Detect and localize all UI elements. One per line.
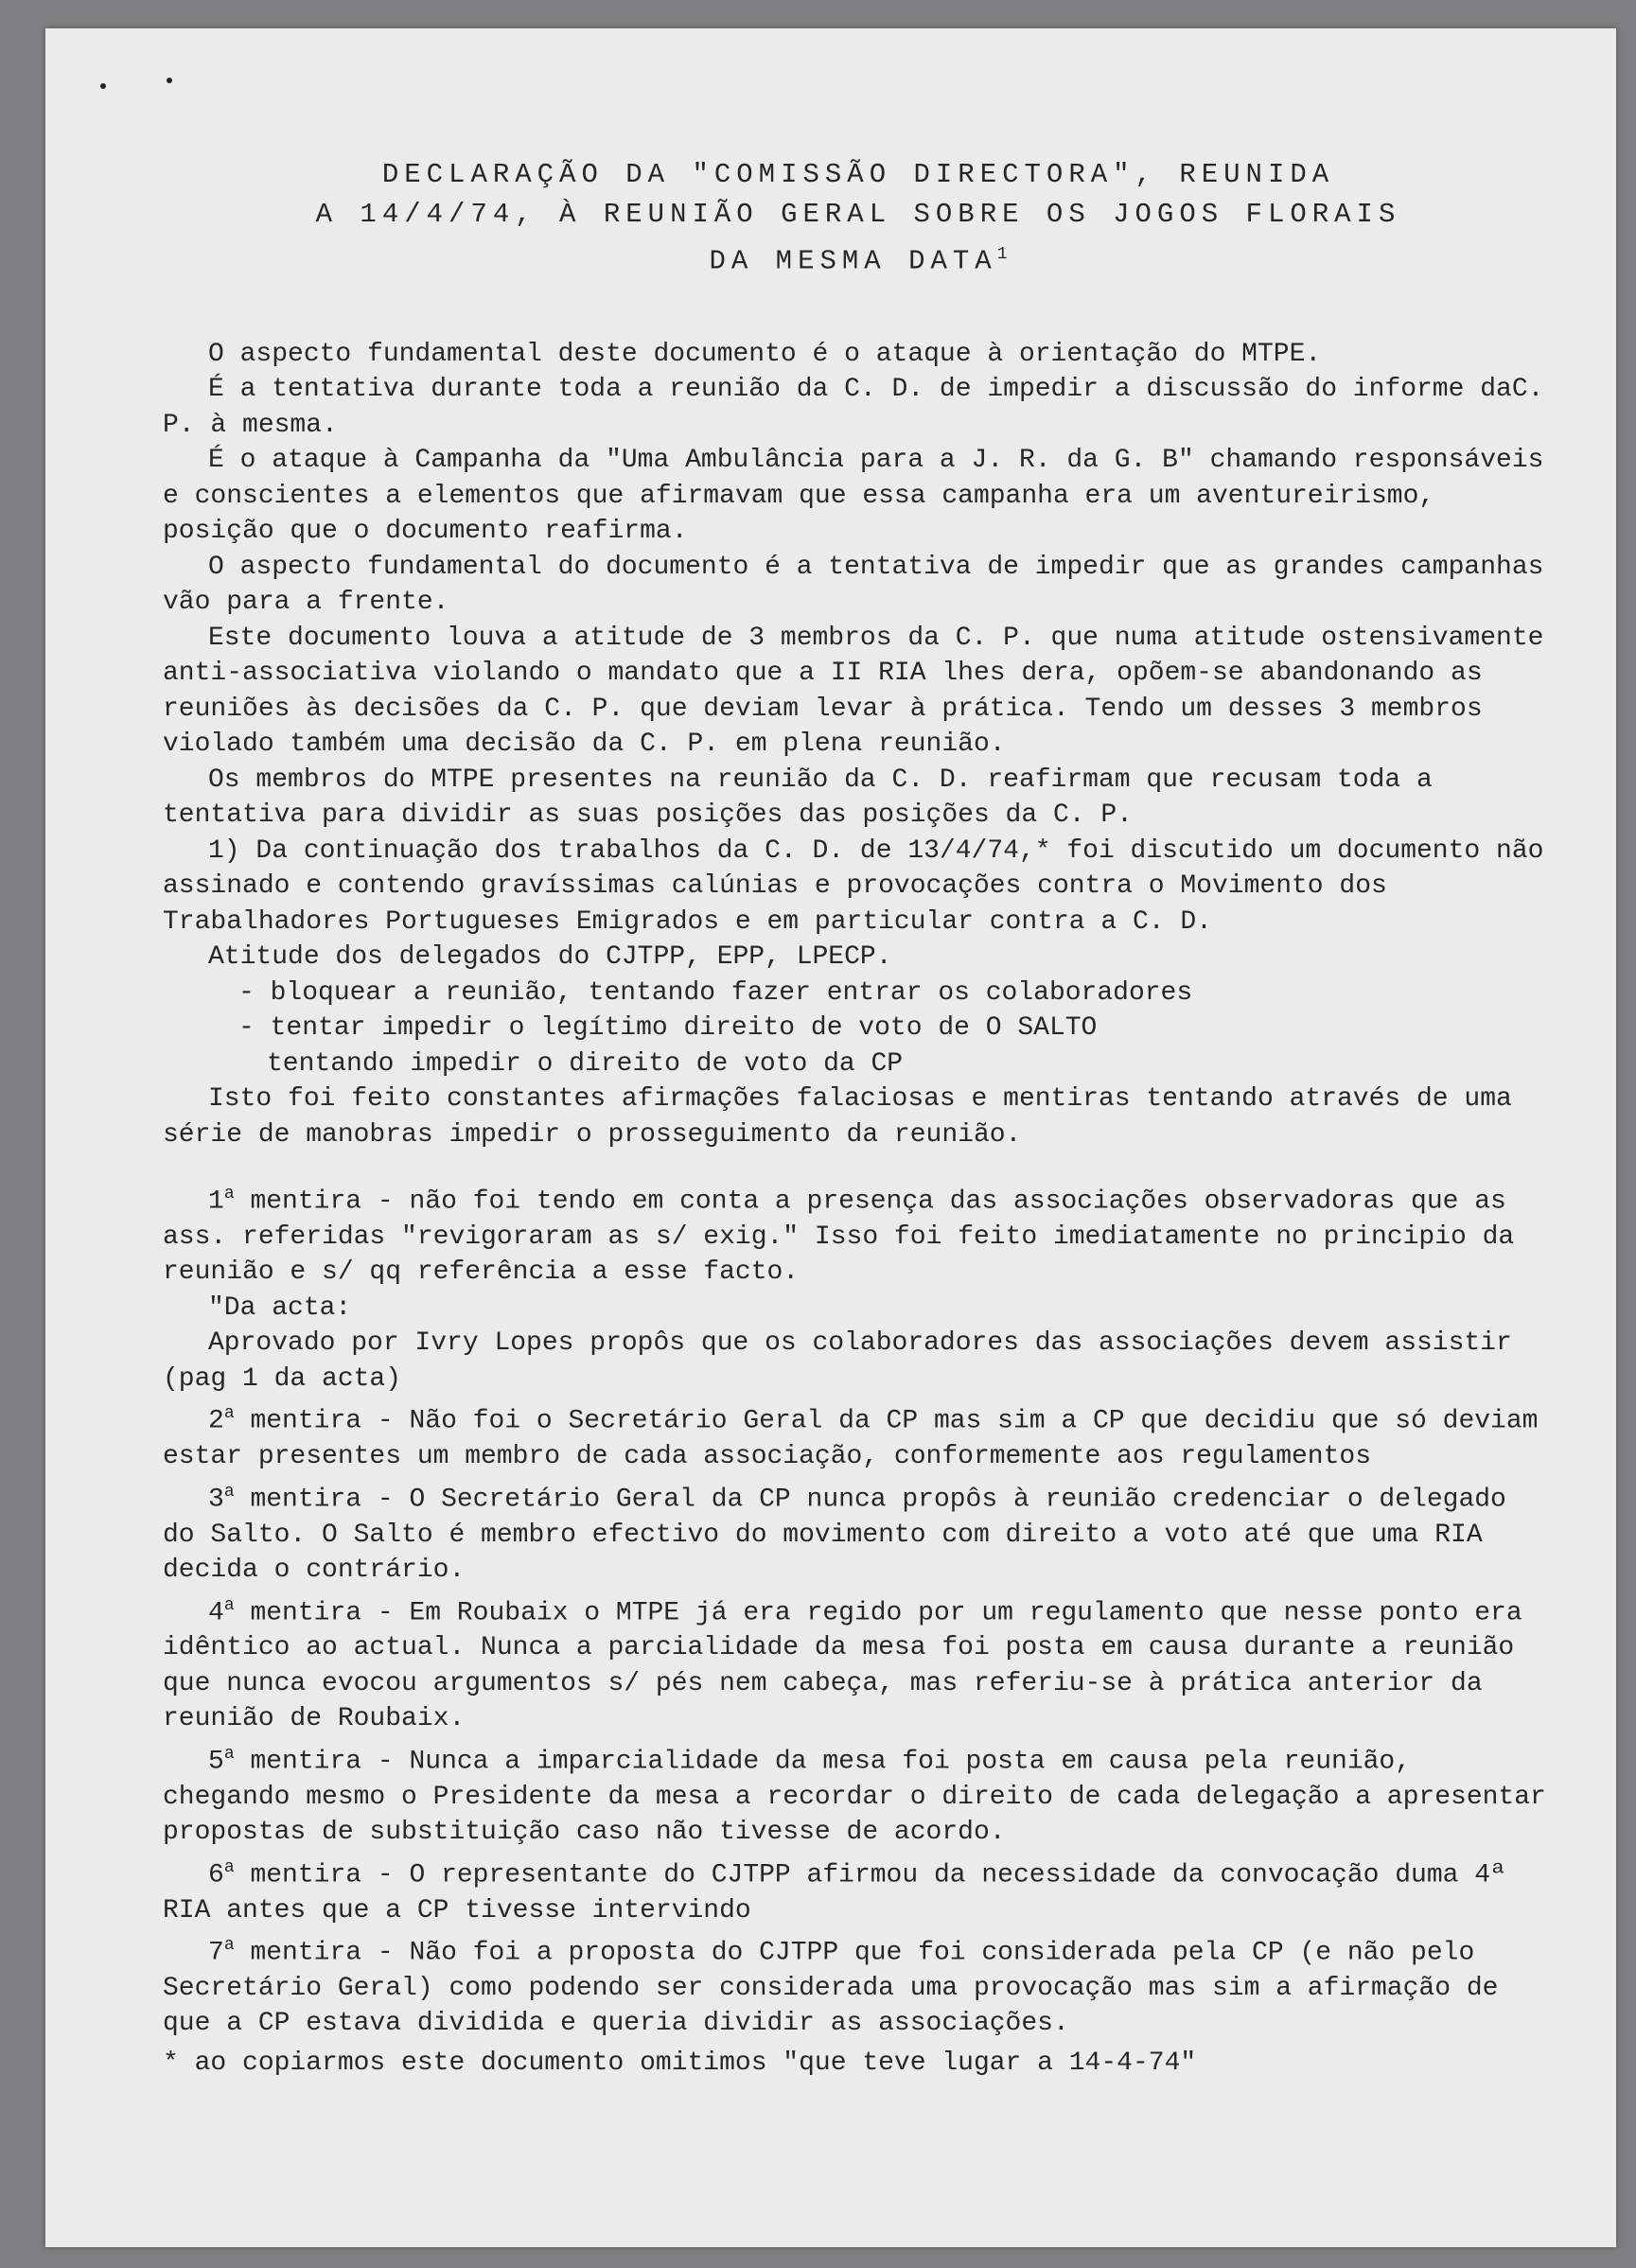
mentira-item: [163, 1475, 1554, 1589]
title-line-2: A 14/4/74, À REUNIÃO GERAL SOBRE OS JOGOS FLORAIS: [315, 199, 1401, 230]
mentira-ordinal: a: [223, 1744, 235, 1764]
footnote: * ao copiarmos este documento omitimos "que teve lugar a 14-4-74": [163, 2048, 1197, 2078]
mentira-text: mentira - O Secretário Geral da CP nunca propôs à reunião credenciar o delegado do Salto. O Salto é membro efectivo do movimento com direito a voto até que uma RIA decida o contrário.: [163, 1485, 1506, 1586]
mentira-number: 7: [208, 1938, 224, 1968]
mentira-text: mentira - Nunca a imparcialidade da mesa foi posta em causa pela reunião, chegando mesmo o Presidente da mesa a recordar o direito de cada delegação a apresentar propostas de substituição caso não tivesse de acordo.: [163, 1747, 1546, 1848]
mentira-item: [163, 1928, 1554, 2042]
paragraph: O aspecto fundamental do documento é a tentativa de impedir que as grandes campanhas vão para a frente.: [163, 552, 1544, 618]
paragraph: 1) Da continuação dos trabalhos da C. D. de 13/4/74,* foi discutido um documento não assinado e contendo gravíssimas calúnias e provocações contra o Movimento dos Trabalhadores Portugueses Emigrados e em particular contra a C. D.: [163, 835, 1544, 937]
mentira-text: mentira - O representante do CJTPP afirmou da necessidade da convocação duma 4ª RIA antes que a CP tivesse intervindo: [163, 1860, 1506, 1925]
mentira-text: mentira - Em Roubaix o MTPE já era regido por um regulamento que nesse ponto era idêntico ao actual. Nunca a parcialidade da mesa foi posta em causa durante a reunião que nunca evocou argumentos s/ pés nem cabeça, mas referiu-se à prática anterior da reunião de Roubaix.: [163, 1597, 1522, 1734]
atitude-heading: Atitude dos delegados do CJTPP, EPP, LPECP.: [208, 942, 892, 973]
title-line-1: DECLARAÇÃO DA "COMISSÃO DIRECTORA", REUNIDA: [381, 159, 1335, 190]
paragraph: É a tentativa durante toda a reunião da C. D. de impedir a discussão do informe daC. P. à mesma.: [163, 375, 1544, 440]
document-body: [163, 123, 1554, 2081]
punch-hole-mark: [100, 83, 106, 89]
mentira-text: mentira - Não foi o Secretário Geral da CP mas sim a CP que decidiu que só deviam estar presentes um membro de cada associação, conformemente aos regulamentos: [163, 1406, 1539, 1472]
punch-hole-mark: [167, 78, 172, 83]
mentira-number: 5: [208, 1747, 224, 1777]
atitude-item: - bloquear a reunião, tentando fazer entrar os colaboradores: [238, 977, 1193, 1008]
title-line-3: DA MESMA DATA: [709, 245, 997, 277]
atitude-conclusion: Isto foi feito constantes afirmações falaciosas e mentiras tentando através de uma série de manobras impedir o prosseguimento da reunião.: [163, 1084, 1512, 1150]
mentira-ordinal: a: [223, 1404, 235, 1424]
acta-intro: "Da acta:: [208, 1292, 352, 1323]
paragraph: É o ataque à Campanha da "Uma Ambulância para a J. R. da G. B" chamando responsáveis e conscientes a elementos que afirmavam que essa campanha era um aventureirismo, posição que o documento reafirma.: [163, 446, 1544, 547]
atitude-item: - tentar impedir o legítimo direito de voto de O SALTO: [238, 1013, 1098, 1044]
mentira-number: 4: [208, 1597, 224, 1627]
atitude-item: tentando impedir o direito de voto da CP: [267, 1048, 904, 1079]
title-line-3-wrapper: [163, 235, 1554, 282]
mentira-item: [163, 1851, 1554, 1928]
mentira-text: mentira - não foi tendo em conta a presença das associações observadoras que as ass. referidas "revigoraram as s/ exig." Isso foi feito imediatamente no principio da reunião e s/ qq referência a esse facto.: [163, 1187, 1515, 1288]
spacer: [163, 1152, 1554, 1177]
title-footnote-mark: 1: [996, 245, 1008, 264]
mentira-number: 2: [208, 1406, 224, 1436]
mentira-number: 6: [208, 1860, 224, 1890]
mentira-ordinal: a: [223, 1857, 235, 1877]
document-page: [45, 28, 1616, 2247]
mentira-item: [163, 1397, 1554, 1474]
mentira-number: 1: [208, 1187, 224, 1217]
mentira-ordinal: a: [223, 1936, 235, 1956]
mentira-item: [163, 1589, 1554, 1737]
paragraph: O aspecto fundamental deste documento é o ataque à orientação do MTPE.: [208, 339, 1322, 369]
acta-quote: Aprovado por Ivry Lopes propôs que os colaboradores das associações devem assistir (pag 1 da acta): [163, 1328, 1512, 1394]
document-title: [163, 155, 1554, 282]
paragraph: Este documento louva a atitude de 3 membros da C. P. que numa atitude ostensivamente anti-associativa violando o mandato que a II RIA lhes dera, opõem-se abandonando as reuniões às decisões da C. P. que deviam levar à prática. Tendo um desses 3 membros violado também uma decisão da C. P. em plena reunião.: [163, 623, 1544, 760]
mentira-ordinal: a: [223, 1482, 235, 1502]
mentira-text: mentira - Não foi a proposta do CJTPP que foi considerada pela CP (e não pelo Secretário Geral) como podendo ser considerada uma provocação mas sim a afirmação de que a CP estava dividida e queria dividir as associações.: [163, 1938, 1499, 2039]
paragraph: Os membros do MTPE presentes na reunião da C. D. reafirmam que recusam toda a tentativa para dividir as suas posições das posições da C. P.: [163, 765, 1433, 831]
mentira-item: [163, 1737, 1554, 1851]
mentira-ordinal: a: [223, 1185, 235, 1204]
mentira-ordinal: a: [223, 1595, 235, 1615]
mentira-number: 3: [208, 1485, 224, 1515]
mentira-item: [163, 1177, 1554, 1291]
